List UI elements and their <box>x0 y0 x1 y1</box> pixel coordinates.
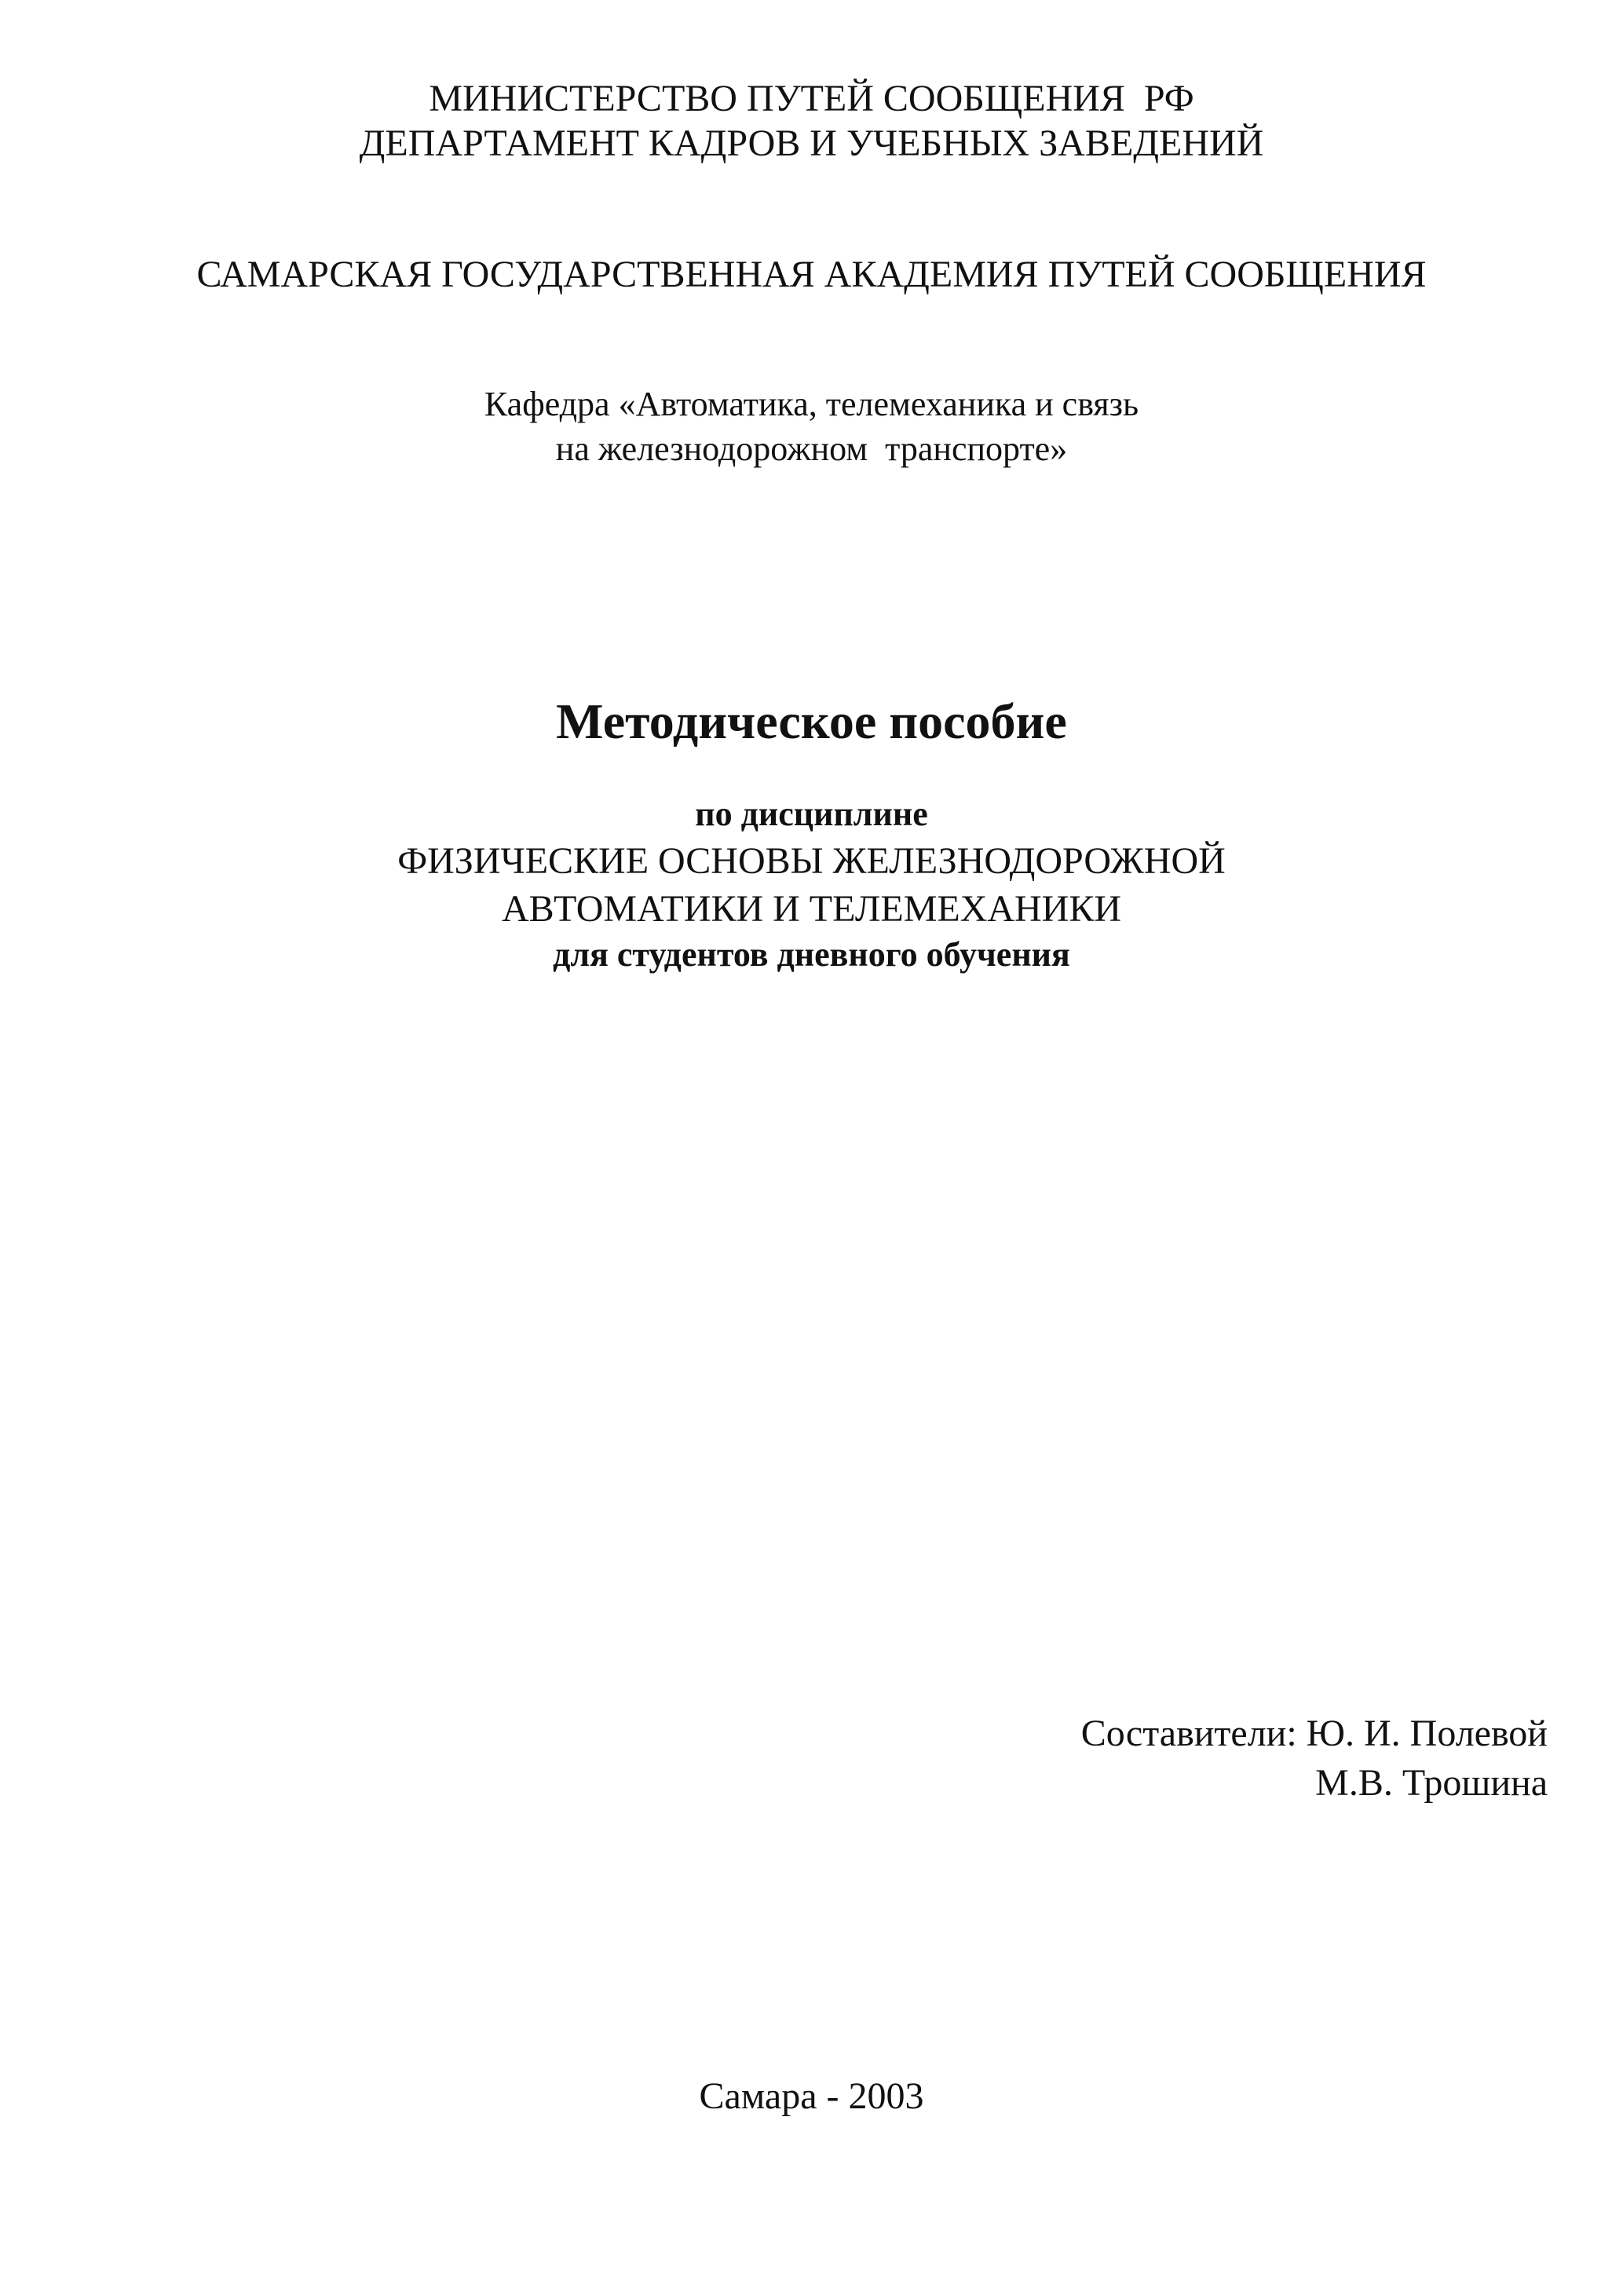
discipline-intro: по дисциплине <box>695 795 928 833</box>
discipline-block <box>0 795 1623 975</box>
city-year-text: Самара - 2003 <box>699 2075 924 2117</box>
hr-department-name: ДЕПАРТАМЕНТ КАДРОВ И УЧЕБНЫХ ЗАВЕДЕНИЙ <box>359 122 1264 165</box>
ministry-header <box>0 77 1623 165</box>
discipline-name-line-1: ФИЗИЧЕСКИЕ ОСНОВЫ ЖЕЛЕЗНОДОРОЖНОЙ <box>397 839 1226 882</box>
chair-header <box>0 385 1623 469</box>
authors-line-1: Составители: Ю. И. Полевой <box>1080 1713 1548 1754</box>
document-title-text: Методическое пособие <box>556 693 1067 749</box>
document-title <box>0 693 1623 751</box>
authors-block <box>1081 1712 1548 1804</box>
discipline-audience: для студентов дневного обучения <box>553 934 1070 974</box>
ministry-name: МИНИСТЕРСТВО ПУТЕЙ СООБЩЕНИЯ РФ <box>429 78 1194 119</box>
chair-line-2: на железнодорожном транспорте» <box>555 429 1068 468</box>
authors-line-2: М.В. Трошина <box>1315 1762 1548 1804</box>
academy-name: САМАРСКАЯ ГОСУДАРСТВЕННАЯ АКАДЕМИЯ ПУТЕЙ СООБЩЕНИЯ <box>196 254 1427 295</box>
discipline-name-line-2: АВТОМАТИКИ И ТЕЛЕМЕХАНИКИ <box>501 887 1122 930</box>
chair-line-1: Кафедра «Автоматика, телемеханика и связь <box>484 385 1139 423</box>
city-year-footer <box>0 2075 1623 2118</box>
academy-header <box>0 253 1623 296</box>
